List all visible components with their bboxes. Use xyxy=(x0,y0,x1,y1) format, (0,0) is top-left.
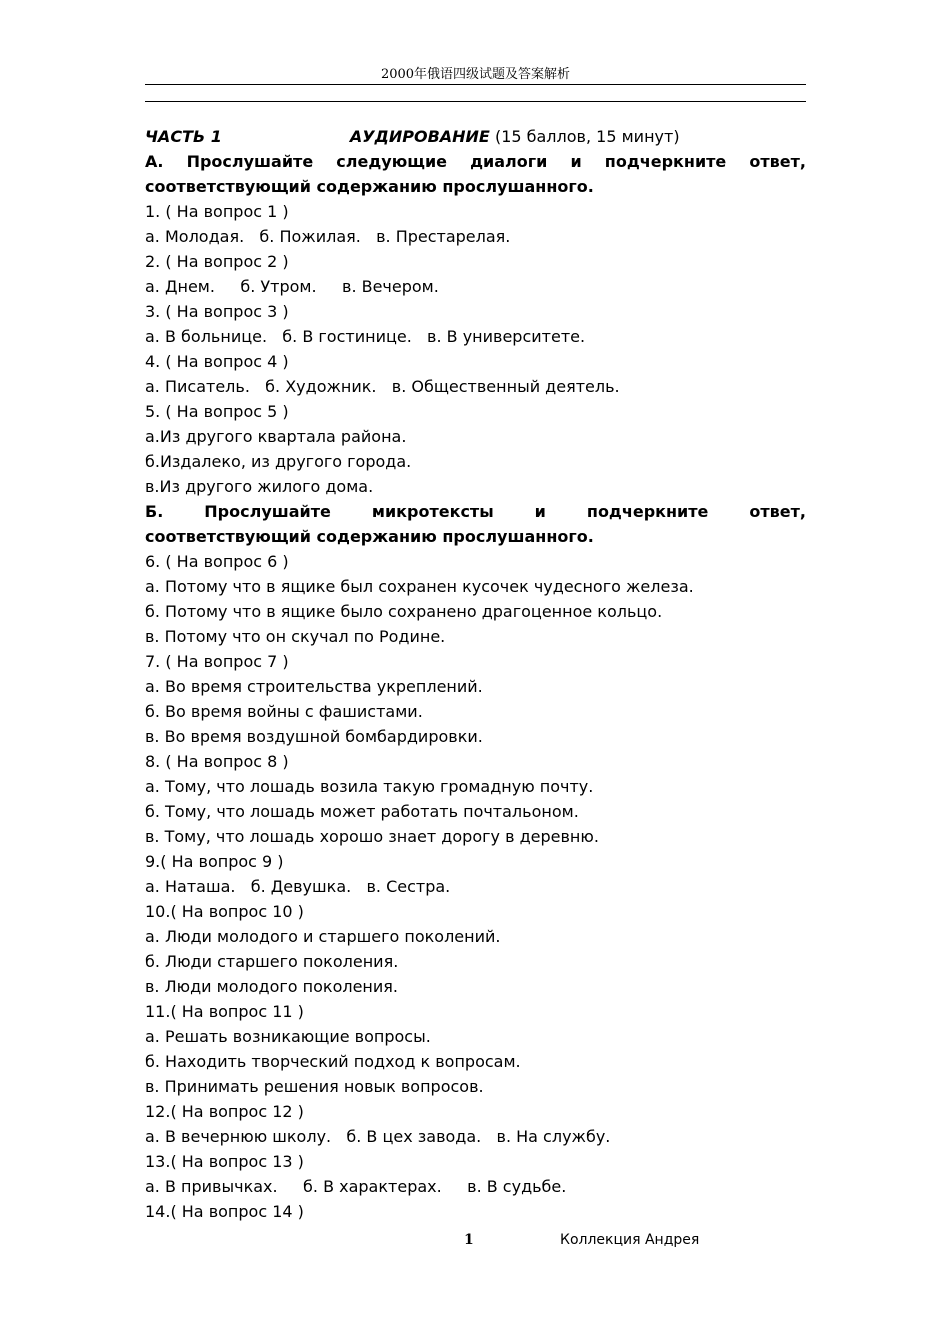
text-line: б. Потому что в ящике было сохранено драгоценное кольцо. xyxy=(145,602,663,621)
text-line: соответствующий содержанию прослушанного. xyxy=(145,527,594,546)
text-line: а. В больнице. б. В гостинице. в. В университете. xyxy=(145,327,586,346)
text-line: 14.( На вопрос 14 ) xyxy=(145,1202,304,1221)
text-line: 10.( На вопрос 10 ) xyxy=(145,902,304,921)
header-rule-top xyxy=(145,84,806,85)
text-line: а. В привычках. б. В характерах. в. В судьбе. xyxy=(145,1177,567,1196)
text-line: 2. ( На вопрос 2 ) xyxy=(145,252,289,271)
text-line: а. Люди молодого и старшего поколений. xyxy=(145,927,501,946)
text-line: в. Люди молодого поколения. xyxy=(145,977,398,996)
text-line: а. Наташа. б. Девушка. в. Сестра. xyxy=(145,877,451,896)
text-line: 13.( На вопрос 13 ) xyxy=(145,1152,304,1171)
text-line: б. Люди старшего поколения. xyxy=(145,952,399,971)
text-line: в. Принимать решения новык вопросов. xyxy=(145,1077,484,1096)
text-line: 1. ( На вопрос 1 ) xyxy=(145,202,289,221)
text-line: а.Из другого квартала района. xyxy=(145,427,407,446)
text-line: 4. ( На вопрос 4 ) xyxy=(145,352,289,371)
question-lines xyxy=(145,149,806,1224)
text-line: а. Днем. б. Утром. в. Вечером. xyxy=(145,277,439,296)
page-footer xyxy=(0,1230,950,1250)
text-line: А. Прослушайте следующие диалоги и подчеркните ответ, xyxy=(145,152,806,171)
page-header-title: 2000年俄语四级试题及答案解析 xyxy=(380,67,571,82)
text-line: 8. ( На вопрос 8 ) xyxy=(145,752,289,771)
text-line: б. Находить творческий подход к вопросам. xyxy=(145,1052,521,1071)
page-number: 1 xyxy=(464,1232,474,1248)
part-title: АУДИРОВАНИЕ xyxy=(349,127,490,146)
part-points: (15 баллов, 15 минут) xyxy=(489,127,680,146)
text-line: 9.( На вопрос 9 ) xyxy=(145,852,284,871)
text-line: б. Во время войны с фашистами. xyxy=(145,702,423,721)
header-rule-bottom xyxy=(145,101,806,102)
text-line: в. Тому, что лошадь хорошо знает дорогу в деревню. xyxy=(145,827,599,846)
part-label: ЧАСТЬ 1 xyxy=(145,127,222,146)
text-line: соответствующий содержанию прослушанного. xyxy=(145,177,594,196)
text-line: 12.( На вопрос 12 ) xyxy=(145,1102,304,1121)
text-line: 6. ( На вопрос 6 ) xyxy=(145,552,289,571)
document-body xyxy=(145,124,806,1224)
text-line: а. Потому что в ящике был сохранен кусочек чудесного железа. xyxy=(145,577,694,596)
text-line: а. В вечернюю школу. б. В цех завода. в. На службу. xyxy=(145,1127,611,1146)
footer-collection: Коллекция Андрея xyxy=(560,1232,700,1248)
text-line: б.Издалеко, из другого города. xyxy=(145,452,412,471)
text-line: в.Из другого жилого дома. xyxy=(145,477,374,496)
text-line: 7. ( На вопрос 7 ) xyxy=(145,652,289,671)
text-line: в. Во время воздушной бомбардировки. xyxy=(145,727,483,746)
text-line: в. Потому что он скучал по Родине. xyxy=(145,627,446,646)
text-line: б. Тому, что лошадь может работать почтальоном. xyxy=(145,802,579,821)
text-line: а. Молодая. б. Пожилая. в. Престарелая. xyxy=(145,227,511,246)
text-line: а. Тому, что лошадь возила такую громадную почту. xyxy=(145,777,594,796)
text-line: а. Решать возникающие вопросы. xyxy=(145,1027,431,1046)
section-heading xyxy=(145,124,806,149)
text-line: 11.( На вопрос 11 ) xyxy=(145,1002,304,1021)
text-line: Б. Прослушайте микротексты и подчеркните ответ, xyxy=(145,502,806,521)
text-line: а. Писатель. б. Художник. в. Общественный деятель. xyxy=(145,377,620,396)
text-line: 3. ( На вопрос 3 ) xyxy=(145,302,289,321)
text-line: 5. ( На вопрос 5 ) xyxy=(145,402,289,421)
text-line: а. Во время строительства укреплений. xyxy=(145,677,483,696)
